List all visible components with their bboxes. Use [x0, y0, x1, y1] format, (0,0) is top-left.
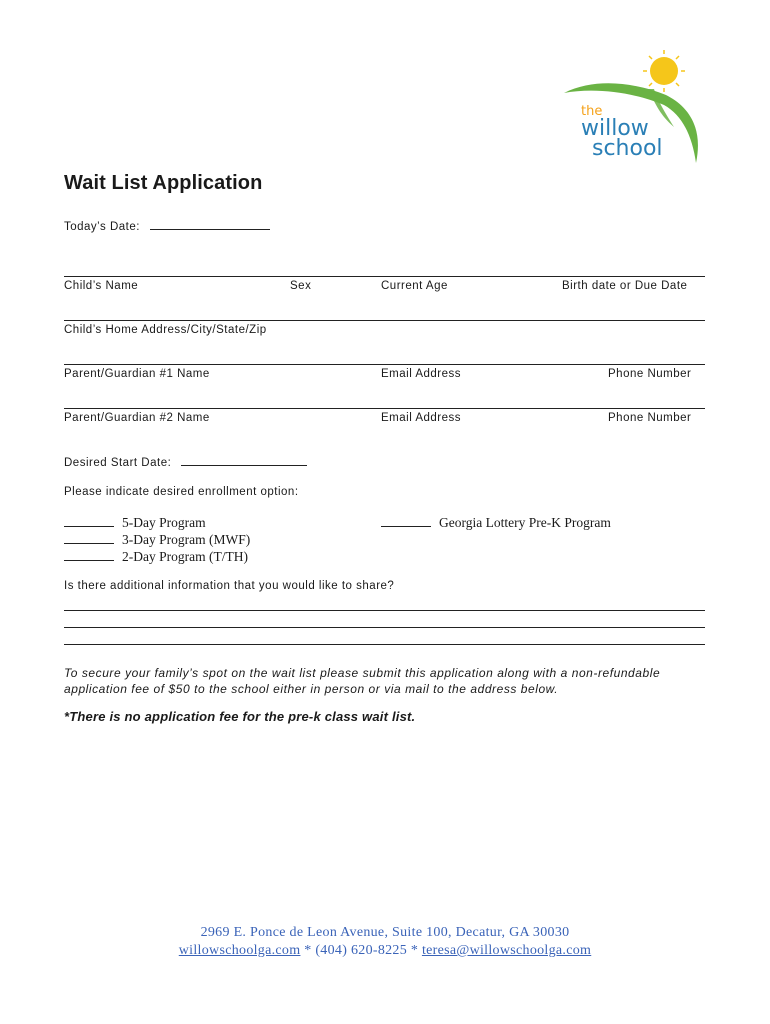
school-logo [556, 45, 708, 175]
option-georgia-blank[interactable] [381, 516, 431, 527]
option-three-day[interactable] [64, 532, 250, 548]
child-name-label: Child’s Name [64, 280, 139, 292]
footer-phone: (404) 620-8225 [315, 943, 408, 958]
todays-date-field[interactable] [150, 219, 270, 230]
footer-email-link[interactable]: teresa@willowschoolga.com [421, 943, 592, 958]
footer-website-link[interactable]: willowschoolga.com [178, 943, 301, 958]
parent2-line[interactable] [64, 408, 705, 409]
parent1-line[interactable] [64, 364, 705, 365]
parent1-name-label: Parent/Guardian #1 Name [64, 368, 210, 380]
logo-text-school: school [592, 136, 663, 161]
footer-address: 2969 E. Ponce de Leon Avenue, Suite 100, Decatur, GA 30030 [200, 925, 570, 940]
enrollment-prompt: Please indicate desired enrollment option: [64, 486, 299, 498]
desired-start-label: Desired Start Date: [64, 457, 172, 469]
option-two-day[interactable] [64, 549, 248, 565]
parent1-email-label: Email Address [381, 368, 462, 380]
willow-logo-graphic [556, 45, 708, 175]
parent2-email-label: Email Address [381, 412, 462, 424]
todays-date-label: Today’s Date: [64, 221, 140, 233]
current-age-label: Current Age [381, 280, 448, 292]
logo-text-the: the [581, 104, 603, 119]
prek-fee-note: *There is no application fee for the pre-k class wait list. [64, 709, 416, 724]
option-five-day-blank[interactable] [64, 516, 114, 527]
page-title: Wait List Application [64, 172, 263, 194]
parent1-phone-label: Phone Number [608, 368, 692, 380]
sex-label: Sex [290, 280, 312, 292]
footer-separator-2: * [407, 943, 422, 958]
additional-info-line-2[interactable] [64, 627, 705, 628]
footer-contact [0, 943, 770, 959]
desired-start-row [64, 455, 307, 469]
option-two-day-label: 2-Day Program (T/TH) [122, 549, 248, 564]
todays-date-row [64, 219, 270, 233]
option-georgia-label: Georgia Lottery Pre-K Program [439, 515, 611, 530]
home-address-line[interactable] [64, 320, 705, 321]
footer-separator-1: * [300, 943, 316, 958]
sun-icon [650, 57, 678, 85]
birth-date-label: Birth date or Due Date [562, 280, 688, 292]
option-five-day[interactable] [64, 515, 206, 531]
logo-text-willow: willow [581, 116, 649, 141]
parent2-name-label: Parent/Guardian #2 Name [64, 412, 210, 424]
application-fee-notice: To secure your family’s spot on the wait list please submit this application along with a non-refundable application fee of $50 to the school either in person or via mail to the address below. [64, 666, 661, 696]
additional-info-prompt: Is there additional information that you would like to share? [64, 580, 395, 592]
option-five-day-label: 5-Day Program [122, 515, 206, 530]
option-two-day-blank[interactable] [64, 550, 114, 561]
option-three-day-label: 3-Day Program (MWF) [122, 532, 251, 547]
child-info-line[interactable] [64, 276, 705, 277]
option-georgia-prek[interactable] [381, 515, 611, 531]
additional-info-line-3[interactable] [64, 644, 705, 645]
home-address-label: Child’s Home Address/City/State/Zip [64, 324, 267, 336]
desired-start-field[interactable] [181, 455, 307, 466]
parent2-phone-label: Phone Number [608, 412, 692, 424]
option-three-day-blank[interactable] [64, 533, 114, 544]
additional-info-line-1[interactable] [64, 610, 705, 611]
